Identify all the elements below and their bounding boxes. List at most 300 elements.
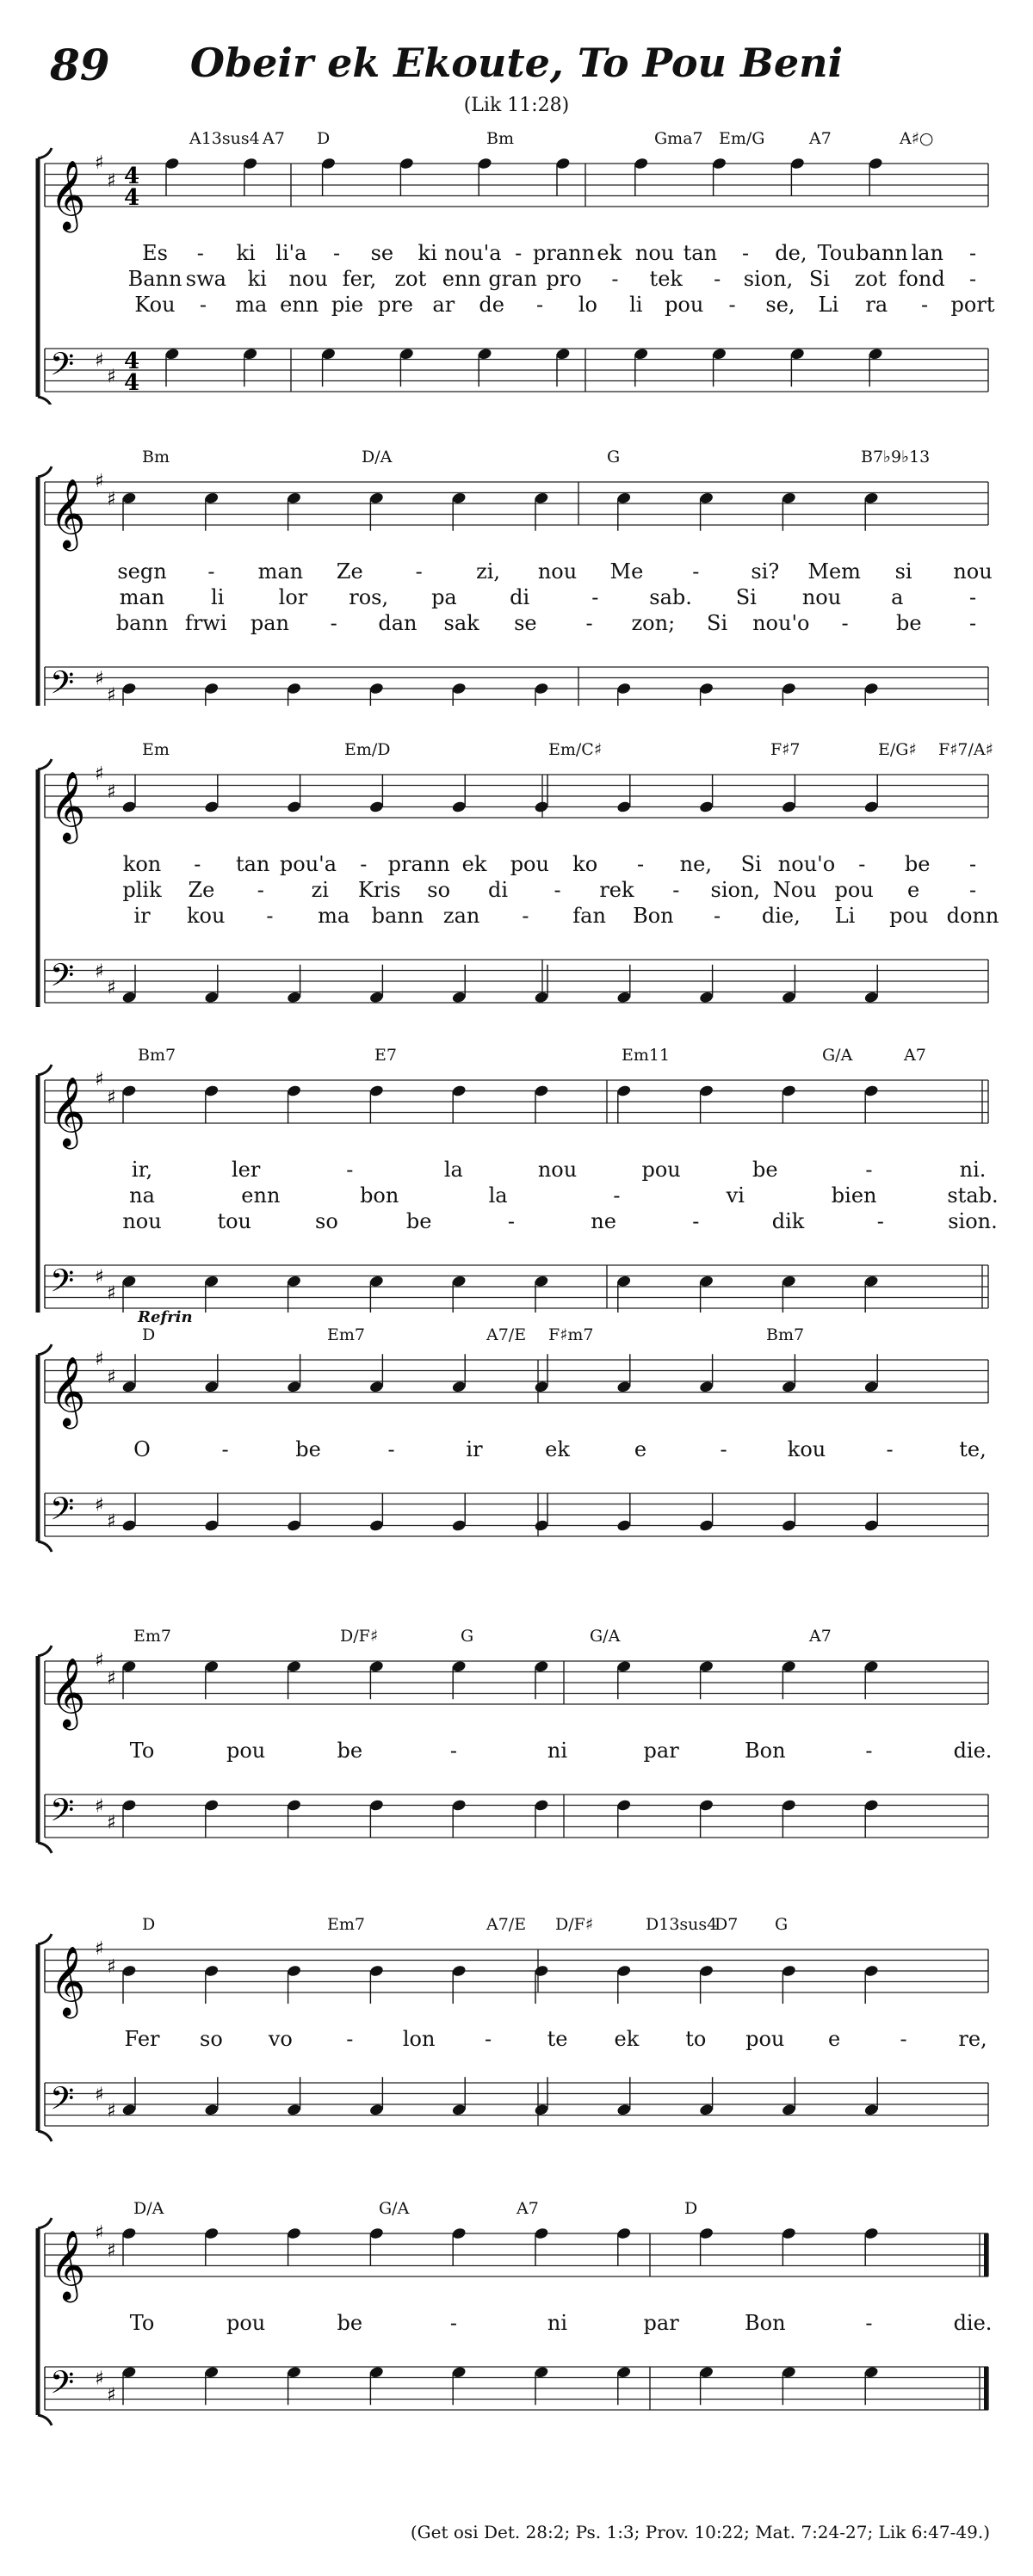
score-system [0, 430, 1033, 706]
chord-symbol: E/G♯ [878, 740, 917, 759]
chord-symbol: Gma7 [654, 129, 703, 148]
lyric-syllable: die, [761, 904, 801, 928]
note-head [863, 2103, 879, 2116]
note-head [616, 991, 632, 1004]
lyric-syllable: - [968, 241, 977, 265]
note-head [368, 800, 384, 813]
key-sharp-icon: ♯ [107, 684, 116, 706]
note-head [712, 157, 727, 170]
note-head [781, 991, 796, 1004]
lyric-syllable: de, [775, 241, 807, 265]
lyric-syllable: ir [133, 904, 151, 928]
score-system [0, 1029, 1033, 1313]
note-head [204, 1660, 220, 1673]
lyric-syllable: frwi [184, 611, 227, 635]
note-head [368, 1660, 384, 1673]
lyrics-block [0, 2311, 1033, 2337]
key-sharp-icon: ♯ [107, 2100, 116, 2122]
lyric-syllable: Ze [336, 559, 363, 584]
key-sharp-icon: ♯ [95, 2222, 104, 2244]
note-head [781, 682, 796, 695]
note-head [204, 682, 220, 695]
lyric-syllable: - [742, 241, 750, 265]
lyric-syllable: - [886, 1437, 894, 1461]
chord-symbol: A♯○ [900, 129, 934, 148]
lyric-syllable: rek [599, 878, 634, 902]
lyric-syllable: - [672, 878, 680, 902]
chord-symbol: G [775, 1915, 789, 1934]
lyric-syllable: ros, [349, 585, 389, 609]
note-head [781, 800, 796, 813]
lyric-syllable: Fer [124, 2027, 160, 2051]
note-head [451, 1381, 467, 1393]
lyric-syllable: be [295, 1437, 321, 1461]
note-head [204, 991, 220, 1004]
key-sharp-icon: ♯ [95, 2368, 104, 2390]
lyric-syllable: ne [591, 1209, 616, 1233]
lyric-syllable: pou'a [279, 852, 337, 876]
note-head [868, 157, 883, 170]
lyric-syllable: nou [288, 267, 328, 291]
lyric-syllable: port [950, 293, 995, 317]
note-head [368, 1519, 384, 1532]
lyric-syllable: sion, [710, 878, 761, 902]
chord-symbol: A7/E [486, 1915, 527, 1934]
note-head [534, 1381, 549, 1393]
note-head [534, 1964, 549, 1977]
lyrics-block [0, 1437, 1033, 1463]
lyric-syllable: ma [235, 293, 268, 317]
note-head [534, 2366, 549, 2379]
key-sharp-icon: ♯ [107, 2384, 116, 2406]
lyric-syllable: Bann [127, 267, 182, 291]
note-head [204, 1519, 220, 1532]
lyric-syllable: nou [537, 559, 578, 584]
note-head [699, 1084, 714, 1097]
lyric-syllable: - [968, 267, 977, 291]
lyric-syllable: - [207, 559, 215, 584]
note-head [534, 1660, 549, 1673]
lyric-syllable: re, [958, 2027, 987, 2051]
lyric-syllable: zot [394, 267, 427, 291]
lyric-syllable: ma [318, 904, 350, 928]
note-head [164, 157, 180, 170]
lyric-syllable: - [194, 852, 201, 876]
note-head [368, 2366, 384, 2379]
key-sharp-icon: ♯ [107, 1955, 116, 1978]
chord-symbol: D/A [362, 448, 393, 466]
note-head [477, 348, 492, 361]
score-system [0, 112, 1033, 405]
note-head [616, 491, 632, 504]
note-head [121, 682, 137, 695]
note-head [204, 1084, 220, 1097]
treble-clef-icon: 𝄞 [50, 1356, 86, 1426]
score-system [0, 723, 1033, 1007]
lyric-syllable: te [547, 2027, 568, 2051]
lyric-syllable: be [337, 1739, 363, 1763]
note-head [699, 1381, 714, 1393]
lyric-syllable: Tou [817, 241, 856, 265]
note-head [451, 1799, 467, 1812]
lyric-syllable: nou'a [444, 241, 502, 265]
lyrics-block [0, 2027, 1033, 2053]
note-head [368, 2227, 384, 2239]
chord-symbol: A7 [809, 1627, 832, 1646]
note-head [204, 1964, 220, 1977]
lyric-syllable: vi [726, 1183, 745, 1208]
lyric-syllable: Me [609, 559, 644, 584]
chord-symbol: F♯7 [770, 740, 801, 759]
note-head [368, 1799, 384, 1812]
lyric-line [0, 1183, 1033, 1209]
chord-symbol: A7 [263, 129, 285, 148]
note-head [699, 1660, 714, 1673]
note-head [121, 491, 137, 504]
note-head [781, 1275, 796, 1288]
lyric-syllable: segn [117, 559, 167, 584]
lyric-syllable: sion. [948, 1209, 998, 1233]
note-head [863, 682, 879, 695]
lyric-syllable: ni [547, 2311, 568, 2335]
note-head [863, 800, 879, 813]
note-head [863, 1660, 879, 1673]
note-head [243, 348, 258, 361]
lyric-syllable: swa [185, 267, 226, 291]
note-head [368, 2103, 384, 2116]
note-head [699, 800, 714, 813]
score-system [0, 1308, 1033, 1592]
lyric-line [0, 1739, 1033, 1764]
note-head [781, 2227, 796, 2239]
lyric-syllable: - [196, 241, 204, 265]
lyric-syllable: - [968, 611, 977, 635]
note-head [368, 682, 384, 695]
lyric-syllable: sion, [743, 267, 794, 291]
lyric-syllable: si? [751, 559, 780, 584]
lyric-syllable: nou [122, 1209, 162, 1233]
chord-symbol: D [317, 129, 331, 148]
note-head [399, 348, 414, 361]
note-head [634, 348, 649, 361]
note-head [781, 2103, 796, 2116]
lyric-syllable: lo [578, 293, 597, 317]
chord-symbol: D/A [133, 2199, 164, 2218]
note-head [863, 1964, 879, 1977]
lyric-syllable: Nou [772, 878, 817, 902]
lyric-syllable: di [510, 585, 530, 609]
chord-symbol: G [607, 448, 621, 466]
note-head [699, 491, 714, 504]
lyric-syllable: - [449, 1739, 457, 1763]
note-head [287, 1660, 302, 1673]
lyric-syllable: sab. [649, 585, 692, 609]
lyric-syllable: tan [683, 241, 718, 265]
note-head [616, 1084, 632, 1097]
lyric-syllable: stab. [947, 1183, 999, 1208]
chord-symbol: Em7 [133, 1627, 171, 1646]
note-head [616, 1799, 632, 1812]
lyric-line [0, 1209, 1033, 1235]
lyric-syllable: Si [808, 267, 830, 291]
lyric-syllable: be [904, 852, 931, 876]
lyric-syllable: pou [510, 852, 549, 876]
note-head [781, 1799, 796, 1812]
note-head [451, 2366, 467, 2379]
note-head [451, 1275, 467, 1288]
lyric-syllable: O [133, 1437, 151, 1461]
key-sharp-icon: ♯ [107, 366, 116, 388]
key-sharp-icon: ♯ [107, 1366, 116, 1388]
lyric-syllable: Si [740, 852, 762, 876]
lyric-syllable: man [119, 585, 165, 609]
lyric-syllable: donn [946, 904, 999, 928]
lyric-syllable: - [199, 293, 207, 317]
lyric-line [0, 241, 1033, 267]
lyric-line [0, 559, 1033, 585]
note-head [287, 1084, 302, 1097]
lyric-syllable: - [692, 1209, 700, 1233]
lyrics-block [0, 559, 1033, 637]
lyric-syllable: - [507, 1209, 515, 1233]
lyric-syllable: - [535, 293, 544, 317]
lyric-syllable: be [405, 1209, 432, 1233]
lyric-syllable: - [865, 1158, 873, 1182]
note-head [616, 1381, 632, 1393]
note-head [204, 800, 220, 813]
note-head [121, 991, 137, 1004]
lyric-syllable: - [415, 559, 423, 584]
chord-symbol: Bm7 [138, 1046, 176, 1065]
lyric-syllable: ir [466, 1437, 483, 1461]
chord-symbol: Em/G [719, 129, 765, 148]
lyric-syllable: to [685, 2027, 707, 2051]
bass-clef-icon: 𝄢 [50, 2364, 75, 2409]
treble-clef-icon: 𝄞 [50, 1657, 86, 1727]
chord-symbol: D [142, 1325, 156, 1344]
note-head [616, 1275, 632, 1288]
note-head [534, 1799, 549, 1812]
note-head [451, 800, 467, 813]
note-head [121, 2227, 137, 2239]
note-head [534, 800, 549, 813]
lyric-syllable: - [968, 585, 977, 609]
lyric-line [0, 293, 1033, 318]
note-head [368, 1964, 384, 1977]
lyric-syllable: pie [331, 293, 364, 317]
lyric-syllable: zot [854, 267, 887, 291]
lyric-syllable: Ze [188, 878, 215, 902]
lyric-syllable: di [488, 878, 509, 902]
key-sharp-icon: ♯ [95, 1938, 104, 1960]
treble-clef-icon: 𝄞 [50, 159, 86, 230]
score-system [0, 2182, 1033, 2483]
note-head [451, 491, 467, 504]
chord-symbol: G/A [379, 2199, 410, 2218]
note-head [121, 1799, 137, 1812]
lyric-syllable: sak [443, 611, 479, 635]
key-sharp-icon: ♯ [107, 1282, 116, 1305]
lyric-syllable: - [865, 1739, 873, 1763]
chord-symbol: D13sus4 [646, 1915, 718, 1934]
note-head [121, 1964, 137, 1977]
lyric-line [0, 585, 1033, 611]
note-head [321, 157, 337, 170]
lyric-syllable: fer, [342, 267, 377, 291]
chord-symbol: E7 [374, 1046, 397, 1065]
chord-symbol: A7/E [486, 1325, 527, 1344]
lyric-syllable: - [387, 1437, 395, 1461]
lyric-syllable: so [315, 1209, 338, 1233]
note-head [699, 1519, 714, 1532]
treble-clef-icon: 𝄞 [50, 770, 86, 841]
note-head [789, 157, 805, 170]
lyric-syllable: pan [250, 611, 290, 635]
lyric-syllable: plik [122, 878, 162, 902]
lyric-syllable: man [257, 559, 304, 584]
note-head [781, 1660, 796, 1673]
note-head [616, 1964, 632, 1977]
lyric-syllable: li [629, 293, 643, 317]
lyrics-block [0, 852, 1033, 930]
lyric-syllable: pou [226, 1739, 266, 1763]
lyric-syllable: e [906, 878, 920, 902]
note-head [534, 682, 549, 695]
lyric-syllable: prann [387, 852, 450, 876]
note-head [204, 1275, 220, 1288]
lyric-syllable: gran [488, 267, 537, 291]
note-head [616, 2366, 632, 2379]
note-head [534, 1519, 549, 1532]
lyric-syllable: enn [442, 267, 481, 291]
note-head [204, 2227, 220, 2239]
lyric-syllable: Kou [134, 293, 176, 317]
lyric-line [0, 1158, 1033, 1183]
key-sharp-icon: ♯ [95, 152, 104, 174]
lyric-syllable: Bon [744, 1739, 786, 1763]
chord-symbol: D7 [714, 1915, 739, 1934]
lyric-syllable: ni. [959, 1158, 987, 1182]
lyric-syllable: Li [818, 293, 839, 317]
lyric-syllable: - [921, 293, 929, 317]
lyric-syllable: Es [142, 241, 168, 265]
lyric-syllable: pou [889, 904, 929, 928]
note-head [616, 2227, 632, 2239]
chord-symbol: A7 [904, 1046, 926, 1065]
lyrics-block [0, 1158, 1033, 1235]
key-sharp-icon: ♯ [107, 2239, 116, 2262]
lyric-syllable: - [714, 904, 721, 928]
lyric-syllable: e [828, 2027, 841, 2051]
note-head [121, 1660, 137, 1673]
note-head [781, 1964, 796, 1977]
lyric-syllable: Kris [358, 878, 401, 902]
chord-symbol: F♯7/A♯ [938, 740, 993, 759]
lyric-syllable: - [360, 852, 368, 876]
note-head [121, 2366, 137, 2379]
lyric-syllable: be [337, 2311, 363, 2335]
chord-symbol: D/F♯ [555, 1915, 594, 1934]
lyric-syllable: se, [765, 293, 795, 317]
note-head [863, 1381, 879, 1393]
note-head [121, 800, 137, 813]
lyric-syllable: - [485, 2027, 492, 2051]
note-head [863, 1275, 879, 1288]
lyric-syllable: - [841, 611, 849, 635]
lyric-syllable: - [221, 1437, 229, 1461]
key-sharp-icon: ♯ [95, 1650, 104, 1671]
time-signature: 4 [124, 164, 140, 189]
note-head [204, 2103, 220, 2116]
note-head [534, 1275, 549, 1288]
chord-symbol: Em7 [327, 1325, 365, 1344]
lyric-line [0, 611, 1033, 637]
lyric-syllable: Si [735, 585, 757, 609]
lyric-syllable: bann [371, 904, 424, 928]
note-head [451, 1964, 467, 1977]
lyric-line [0, 852, 1033, 878]
note-head [287, 1275, 302, 1288]
chord-symbol: Em7 [327, 1915, 365, 1934]
note-head [287, 682, 302, 695]
lyric-line [0, 2311, 1033, 2337]
lyric-syllable: be [752, 1158, 778, 1182]
lyric-syllable: Mem [807, 559, 861, 584]
lyric-syllable: nou [953, 559, 993, 584]
lyric-line [0, 2027, 1033, 2053]
chord-symbol: Em/C♯ [548, 740, 603, 759]
note-head [863, 491, 879, 504]
hymn-number: 89 [50, 40, 110, 90]
lyric-syllable: zan [442, 904, 480, 928]
bass-clef-icon: 𝄢 [50, 1792, 75, 1837]
key-sharp-icon: ♯ [95, 1349, 104, 1370]
lyric-syllable: - [968, 852, 977, 876]
lyric-syllable: pou [745, 2027, 785, 2051]
note-head [534, 491, 549, 504]
note-head [555, 157, 571, 170]
key-sharp-icon: ♯ [95, 1494, 104, 1517]
lyric-syllable: dik [771, 1209, 805, 1233]
note-head [368, 991, 384, 1004]
key-sharp-icon: ♯ [107, 1510, 116, 1533]
lyric-syllable: tan [235, 852, 270, 876]
lyric-syllable: - [522, 904, 529, 928]
key-sharp-icon: ♯ [95, 668, 104, 690]
lyric-syllable: ek [597, 241, 622, 265]
lyric-syllable: la [443, 1158, 463, 1182]
lyric-syllable: - [968, 878, 977, 902]
chord-symbol: A7 [516, 2199, 539, 2218]
bass-clef-icon: 𝄢 [50, 1491, 75, 1535]
note-head [121, 1381, 137, 1393]
chord-symbol: G/A [590, 1627, 621, 1646]
lyric-syllable: Li [834, 904, 856, 928]
key-sharp-icon: ♯ [95, 763, 104, 785]
lyric-syllable: lan [911, 241, 943, 265]
note-head [451, 2227, 467, 2239]
note-head [555, 348, 571, 361]
bass-clef-icon: 𝄢 [50, 1263, 75, 1307]
note-head [287, 800, 302, 813]
lyric-syllable: so [200, 2027, 223, 2051]
lyric-line [0, 267, 1033, 293]
scripture-reference: (Lik 11:28) [463, 95, 570, 116]
chord-symbol: D [142, 1915, 156, 1934]
lyric-syllable: par [643, 2311, 679, 2335]
note-head [863, 991, 879, 1004]
note-head [477, 157, 492, 170]
